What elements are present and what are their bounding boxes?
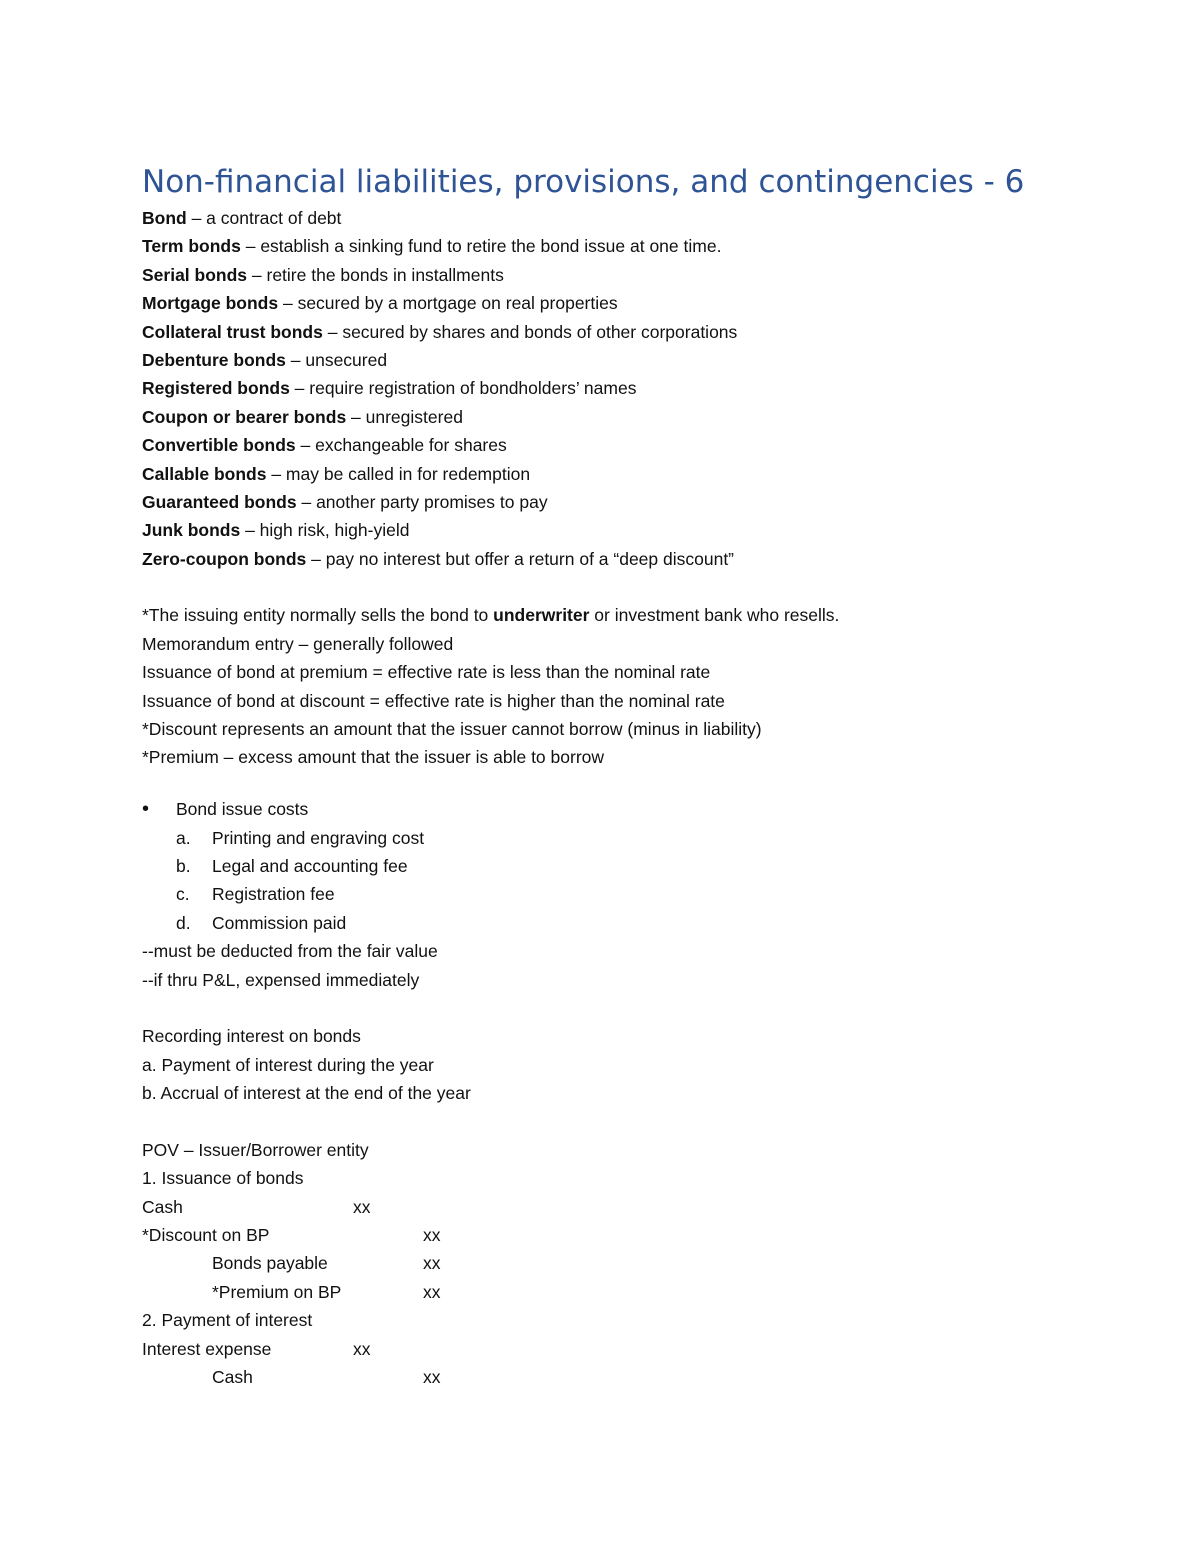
account-name: Bonds payable xyxy=(212,1253,328,1274)
journal-step-title: 1. Issuance of bonds xyxy=(142,1168,304,1189)
journal-entry-row xyxy=(142,1221,1102,1249)
journal-entry-row xyxy=(142,1278,1102,1306)
notes-section xyxy=(142,601,1102,771)
account-name: *Premium on BP xyxy=(212,1281,342,1302)
definition-text: – another party promises to pay xyxy=(296,491,548,512)
definitions-list xyxy=(142,204,1102,573)
discount-issue-note: Issuance of bond at discount = effective rate is higher than the nominal rate xyxy=(142,690,725,711)
premium-note: *Premium – excess amount that the issuer is able to borrow xyxy=(142,747,605,768)
definition-term: Guaranteed bonds xyxy=(142,491,297,512)
definition-term: Callable bonds xyxy=(142,463,267,484)
definition-line xyxy=(142,431,1102,459)
recording-heading: Recording interest on bonds xyxy=(142,1026,361,1047)
definition-text: – pay no interest but offer a return of a “deep discount” xyxy=(306,548,735,569)
credit-amount: xx xyxy=(423,1253,441,1274)
definition-line xyxy=(142,374,1102,402)
definition-line xyxy=(142,545,1102,573)
list-marker: d. xyxy=(176,912,191,933)
journal-entry-row xyxy=(142,1193,1102,1221)
journal-entry-row xyxy=(142,1335,1102,1363)
definition-line xyxy=(142,318,1102,346)
definition-line xyxy=(142,261,1102,289)
note-text: or investment bank who resells. xyxy=(589,605,840,626)
recording-item: a. Payment of interest during the year xyxy=(142,1054,434,1075)
memo-note: Memorandum entry – generally followed xyxy=(142,633,454,654)
definition-text: – may be called in for redemption xyxy=(266,463,531,484)
cost-treatment-note: --must be deducted from the fair value xyxy=(142,941,438,962)
definition-text: – secured by shares and bonds of other corporations xyxy=(322,321,738,342)
list-marker: a. xyxy=(176,827,191,848)
definition-line xyxy=(142,204,1102,232)
debit-amount: xx xyxy=(353,1338,371,1359)
definition-text: – require registration of bondholders’ names xyxy=(289,378,637,399)
cost-treatment-note: --if thru P&L, expensed immediately xyxy=(142,969,420,990)
credit-amount: xx xyxy=(423,1225,441,1246)
pov-heading: POV – Issuer/Borrower entity xyxy=(142,1139,369,1160)
recording-section xyxy=(142,1022,1102,1107)
underwriter-note xyxy=(142,601,1102,629)
list-text: Commission paid xyxy=(212,912,347,933)
sub-list-item xyxy=(142,824,1102,852)
bullet-text: Bond issue costs xyxy=(176,799,309,820)
journal-step-title: 2. Payment of interest xyxy=(142,1310,313,1331)
definition-term: Registered bonds xyxy=(142,378,290,399)
credit-amount: xx xyxy=(423,1367,441,1388)
discount-note: *Discount represents an amount that the issuer cannot borrow (minus in liability) xyxy=(142,719,762,740)
document-title: Non-financial liabilities, provisions, and contingencies - 6 xyxy=(142,164,1025,200)
definition-text: – unregistered xyxy=(346,406,463,427)
list-text: Registration fee xyxy=(212,884,335,905)
definition-term: Junk bonds xyxy=(142,520,241,541)
credit-amount: xx xyxy=(423,1281,441,1302)
definition-term: Debenture bonds xyxy=(142,349,286,370)
definition-text: – establish a sinking fund to retire the bond issue at one time. xyxy=(240,236,722,257)
list-marker: c. xyxy=(176,884,190,905)
sub-list-item xyxy=(142,880,1102,908)
list-text: Printing and engraving cost xyxy=(212,827,425,848)
definition-term: Bond xyxy=(142,208,187,228)
list-text: Legal and accounting fee xyxy=(212,855,408,876)
note-text: *The issuing entity normally sells the bond to xyxy=(142,605,494,626)
premium-issue-note: Issuance of bond at premium = effective rate is less than the nominal rate xyxy=(142,662,711,683)
definition-text: – secured by a mortgage on real properties xyxy=(278,293,618,314)
account-name: Cash xyxy=(212,1367,253,1388)
definition-term: Term bonds xyxy=(142,236,241,257)
note-bold: underwriter xyxy=(493,605,590,626)
document-page xyxy=(142,160,1102,1391)
definition-term: Serial bonds xyxy=(142,264,248,285)
spacer xyxy=(142,772,1102,795)
definition-text: – unsecured xyxy=(285,349,388,370)
sub-list-item xyxy=(142,852,1102,880)
definition-line xyxy=(142,460,1102,488)
definition-term: Zero-coupon bonds xyxy=(142,548,307,569)
definition-term: Coupon or bearer bonds xyxy=(142,406,347,427)
definition-line xyxy=(142,403,1102,431)
definition-text: – exchangeable for shares xyxy=(295,435,507,456)
bullet-icon: • xyxy=(142,798,150,821)
account-name: Cash xyxy=(142,1196,183,1217)
journal-entry-row xyxy=(142,1249,1102,1277)
recording-item: b. Accrual of interest at the end of the year xyxy=(142,1083,471,1104)
definition-line xyxy=(142,232,1102,260)
definition-term: Convertible bonds xyxy=(142,435,296,456)
definition-text: – a contract of debt xyxy=(186,208,342,228)
list-marker: b. xyxy=(176,855,191,876)
definition-text: – high risk, high-yield xyxy=(240,520,410,541)
debit-amount: xx xyxy=(353,1196,371,1217)
definition-line xyxy=(142,346,1102,374)
sub-list-item xyxy=(142,909,1102,937)
account-name: *Discount on BP xyxy=(142,1225,270,1246)
definition-term: Mortgage bonds xyxy=(142,293,279,314)
journal-entry-row xyxy=(142,1363,1102,1391)
spacer xyxy=(142,573,1102,601)
bullet-item xyxy=(142,795,1102,823)
definition-term: Collateral trust bonds xyxy=(142,321,323,342)
definition-line xyxy=(142,488,1102,516)
definition-text: – retire the bonds in installments xyxy=(247,264,504,285)
journal-section xyxy=(142,1136,1102,1392)
spacer xyxy=(142,1108,1102,1136)
account-name: Interest expense xyxy=(142,1338,272,1359)
definition-line xyxy=(142,516,1102,544)
issue-costs-section xyxy=(142,795,1102,994)
definition-line xyxy=(142,289,1102,317)
spacer xyxy=(142,994,1102,1022)
